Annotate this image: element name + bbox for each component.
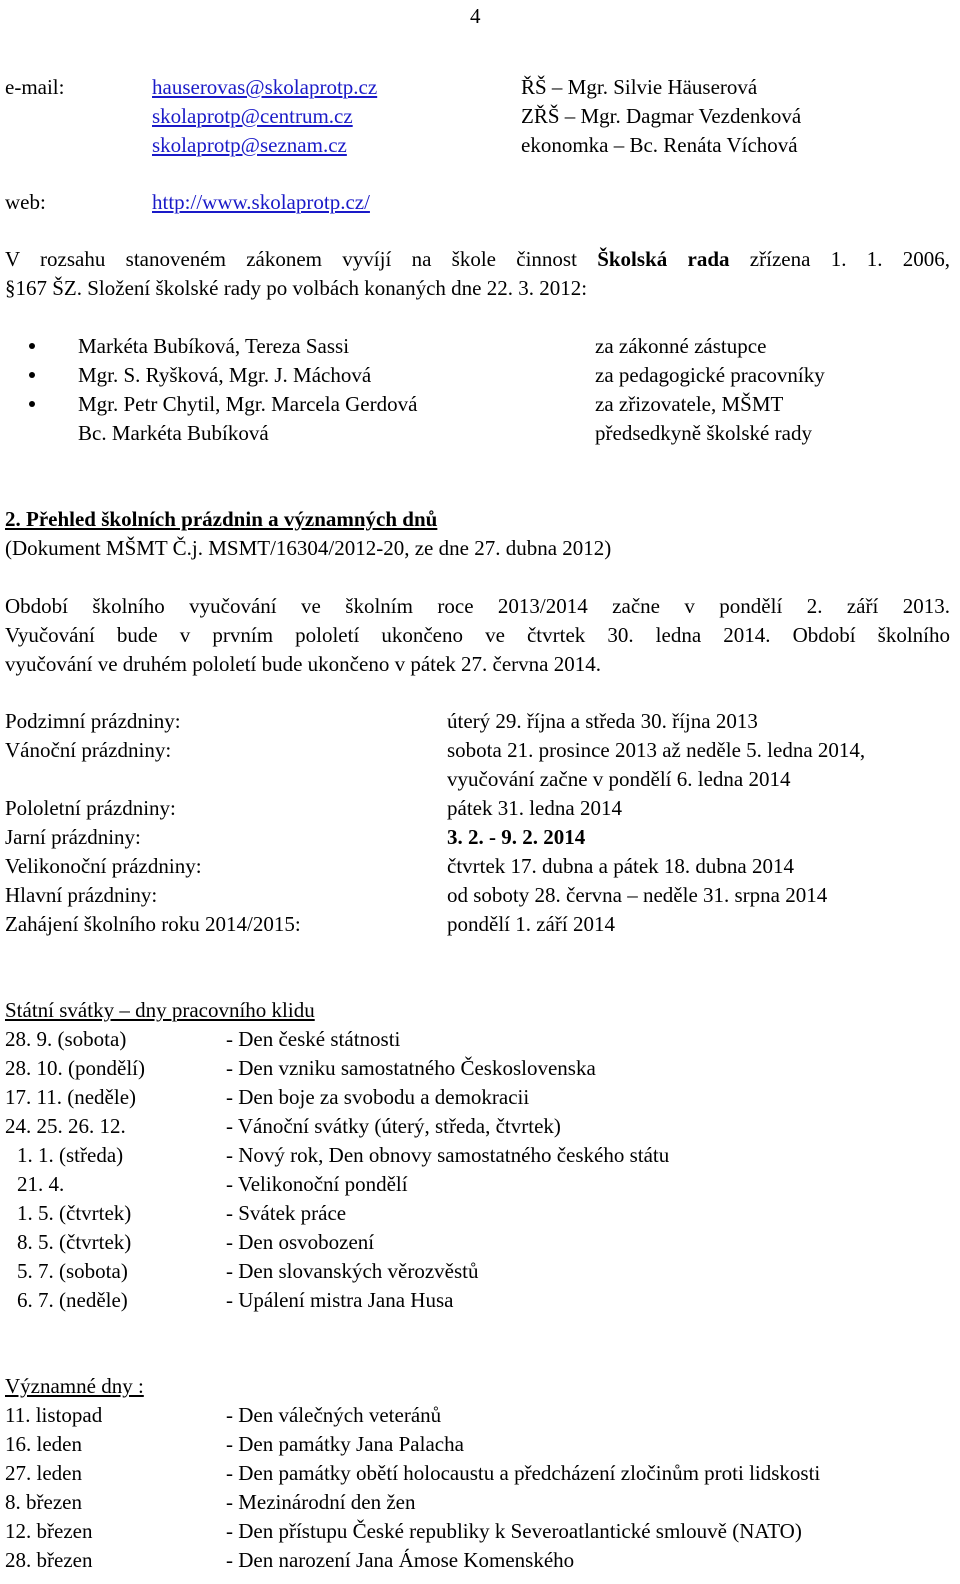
- state-holiday-date: 21. 4.: [17, 1172, 65, 1196]
- council-intro-line-2: §167 ŠZ. Složení školské rady po volbách konaných dne 22. 3. 2012:: [5, 276, 588, 300]
- bullet-icon: [29, 372, 35, 378]
- email-link-2[interactable]: skolaprotp@centrum.cz: [152, 104, 353, 128]
- state-holiday-date: 1. 5. (čtvrtek): [17, 1201, 132, 1225]
- notable-day-row: [5, 1517, 950, 1546]
- email-link-3[interactable]: skolaprotp@seznam.cz: [152, 133, 347, 157]
- state-holiday-date: 1. 1. (středa): [17, 1143, 124, 1167]
- state-holiday-row: [5, 1054, 950, 1083]
- bullet-icon: [29, 343, 35, 349]
- council-intro-pre: V rozsahu stanoveném zákonem vyvíjí na škole činnost: [5, 247, 598, 271]
- holiday-value: 3. 2. - 9. 2. 2014: [447, 825, 586, 849]
- notable-days-heading: Významné dny :: [5, 1374, 144, 1398]
- state-holiday-date: 6. 7. (neděle): [17, 1288, 128, 1312]
- state-holiday-row: [5, 1286, 950, 1315]
- state-holiday-name: - Den boje za svobodu a demokracii: [226, 1085, 530, 1109]
- notable-day-date: 11. listopad: [5, 1403, 103, 1427]
- state-holiday-date: 5. 7. (sobota): [17, 1259, 128, 1283]
- notable-day-date: 12. březen: [5, 1519, 93, 1543]
- notable-day-date: 28. březen: [5, 1548, 93, 1572]
- state-holiday-row: [5, 1199, 950, 1228]
- holiday-row: [5, 823, 950, 852]
- notable-day-row: [5, 1401, 950, 1430]
- holiday-value: pondělí 1. září 2014: [447, 912, 615, 936]
- state-holidays-heading: Státní svátky – dny pracovního klidu: [5, 998, 315, 1022]
- council-member-role: za pedagogické pracovníky: [595, 363, 825, 387]
- council-member-names: Mgr. Petr Chytil, Mgr. Marcela Gerdová: [78, 392, 418, 416]
- paragraph-line-2: Vyučování bude v prvním pololetí ukončeno ve čtvrtek 30. ledna 2014. Období školního: [5, 623, 950, 647]
- state-holiday-name: - Velikonoční pondělí: [226, 1172, 408, 1196]
- section-heading: 2. Přehled školních prázdnin a významných dnů: [5, 507, 438, 531]
- state-holiday-date: 8. 5. (čtvrtek): [17, 1230, 132, 1254]
- council-member-role: předsedkyně školské rady: [595, 421, 812, 445]
- council-member-names: Markéta Bubíková, Tereza Sassi: [78, 334, 350, 358]
- holiday-label: Podzimní prázdniny:: [5, 709, 181, 733]
- state-holiday-row: [5, 1228, 950, 1257]
- notable-day-name: - Den přístupu České republiky k Severoatlantické smlouvě (NATO): [226, 1519, 802, 1543]
- state-holiday-name: - Den slovanských věrozvěstů: [226, 1259, 479, 1283]
- holiday-row: [5, 852, 950, 881]
- state-holiday-row: [5, 1141, 950, 1170]
- notable-day-name: - Den narození Jana Ámose Komenského: [226, 1548, 575, 1572]
- state-holiday-row: [5, 1170, 950, 1199]
- staff-deputy: ZŘŠ – Mgr. Dagmar Vezdenková: [521, 104, 802, 128]
- holiday-label: Jarní prázdniny:: [5, 825, 141, 849]
- holiday-label: Velikonoční prázdniny:: [5, 854, 202, 878]
- notable-day-row: [5, 1488, 950, 1517]
- email-link-1[interactable]: hauserovas@skolaprotp.cz: [152, 75, 378, 99]
- council-member-role: za zákonné zástupce: [595, 334, 767, 358]
- state-holiday-row: [5, 1112, 950, 1141]
- notable-day-name: - Den památky obětí holocaustu a předcházení zločinům proti lidskosti: [226, 1461, 821, 1485]
- state-holiday-name: - Den osvobození: [226, 1230, 375, 1254]
- holiday-row: [5, 765, 950, 794]
- notable-day-date: 16. leden: [5, 1432, 82, 1456]
- council-member-names: Mgr. S. Ryšková, Mgr. J. Máchová: [78, 363, 372, 387]
- page-number: 4: [470, 4, 481, 28]
- council-member-role: za zřizovatele, MŠMT: [595, 392, 784, 416]
- email-label: e-mail:: [5, 75, 65, 99]
- state-holiday-date: 24. 25. 26. 12.: [5, 1114, 126, 1138]
- notable-day-row: [5, 1546, 950, 1575]
- notable-day-row: [5, 1430, 950, 1459]
- staff-economist: ekonomka – Bc. Renáta Víchová: [521, 133, 798, 157]
- notable-day-row: [5, 1459, 950, 1488]
- state-holiday-name: - Svátek práce: [226, 1201, 347, 1225]
- bullet-icon: [29, 401, 35, 407]
- council-intro-post: zřízena 1. 1. 2006,: [729, 247, 950, 271]
- holiday-label: Vánoční prázdniny:: [5, 738, 172, 762]
- paragraph-line-1: Období školního vyučování ve školním roce 2013/2014 začne v pondělí 2. září 2013.: [5, 594, 950, 618]
- holiday-row: [5, 794, 950, 823]
- web-link[interactable]: http://www.skolaprotp.cz/: [152, 190, 370, 214]
- state-holiday-date: 28. 9. (sobota): [5, 1027, 127, 1051]
- state-holiday-name: - Den české státnosti: [226, 1027, 401, 1051]
- section-subheading: (Dokument MŠMT Č.j. MSMT/16304/2012-20, ze dne 27. dubna 2012): [5, 536, 612, 560]
- holiday-row: [5, 707, 950, 736]
- state-holiday-row: [5, 1025, 950, 1054]
- holiday-row: [5, 736, 950, 765]
- notable-day-name: - Den památky Jana Palacha: [226, 1432, 464, 1456]
- holiday-row: [5, 881, 950, 910]
- holiday-value: sobota 21. prosince 2013 až neděle 5. ledna 2014,: [447, 738, 866, 762]
- state-holiday-row: [5, 1257, 950, 1286]
- notable-day-date: 8. březen: [5, 1490, 82, 1514]
- holiday-row: [5, 910, 950, 939]
- state-holiday-date: 17. 11. (neděle): [5, 1085, 137, 1109]
- council-member-names: Bc. Markéta Bubíková: [78, 421, 269, 445]
- web-label: web:: [5, 190, 46, 214]
- staff-director: ŘŠ – Mgr. Silvie Häuserová: [521, 75, 758, 99]
- holiday-label: Hlavní prázdniny:: [5, 883, 158, 907]
- state-holiday-name: - Vánoční svátky (úterý, středa, čtvrtek): [226, 1114, 561, 1138]
- holiday-value: čtvrtek 17. dubna a pátek 18. dubna 2014: [447, 854, 794, 878]
- notable-day-name: - Mezinárodní den žen: [226, 1490, 416, 1514]
- state-holiday-date: 28. 10. (pondělí): [5, 1056, 145, 1080]
- notable-day-name: - Den válečných veteránů: [226, 1403, 442, 1427]
- holiday-value: úterý 29. října a středa 30. října 2013: [447, 709, 758, 733]
- notable-day-date: 27. leden: [5, 1461, 82, 1485]
- holiday-value: vyučování začne v pondělí 6. ledna 2014: [447, 767, 791, 791]
- state-holiday-name: - Den vzniku samostatného Československa: [226, 1056, 596, 1080]
- paragraph-line-3: vyučování ve druhém pololetí bude ukončeno v pátek 27. června 2014.: [5, 652, 601, 676]
- holiday-label: Zahájení školního roku 2014/2015:: [5, 912, 301, 936]
- state-holiday-name: - Nový rok, Den obnovy samostatného českého státu: [226, 1143, 670, 1167]
- holiday-label: Pololetní prázdniny:: [5, 796, 176, 820]
- council-intro-bold: Školská rada: [597, 247, 730, 271]
- holiday-value: pátek 31. ledna 2014: [447, 796, 622, 820]
- council-intro-line-1: [5, 245, 950, 274]
- state-holiday-name: - Upálení mistra Jana Husa: [226, 1288, 454, 1312]
- holiday-value: od soboty 28. června – neděle 31. srpna 2014: [447, 883, 828, 907]
- state-holiday-row: [5, 1083, 950, 1112]
